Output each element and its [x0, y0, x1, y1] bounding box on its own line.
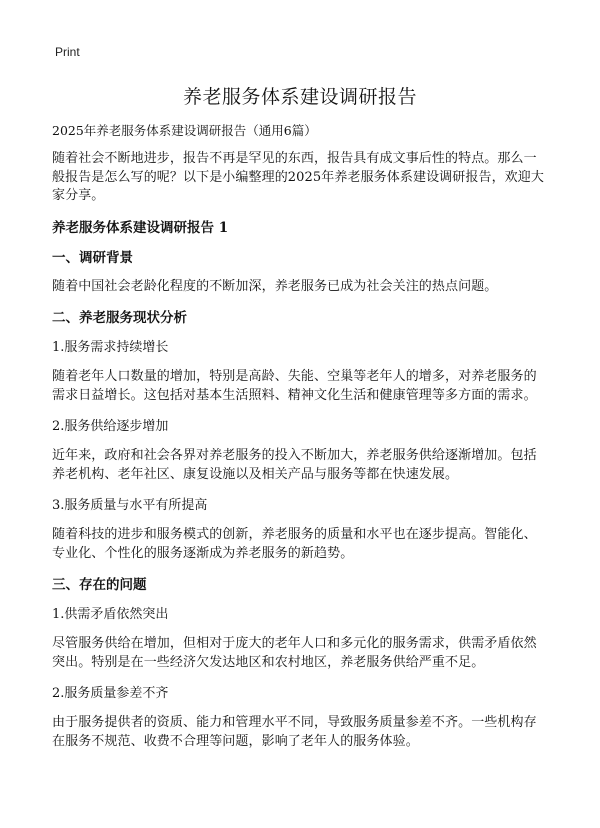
demand-growth-paragraph: 随着老年人口数量的增加，特别是高龄、失能、空巢等老年人的增多，对养老服务的需求日益增长。这包括对基本生活照料、精神文化生活和健康管理等多方面的需求。 — [52, 369, 537, 403]
background-paragraph: 随着中国社会老龄化程度的不断加深，养老服务已成为社会关注的热点问题。 — [52, 278, 498, 294]
document-title: 养老服务体系建设调研报告 — [182, 86, 417, 108]
supply-increase-paragraph: 近年来，政府和社会各界对养老服务的投入不断加大，养老服务供给逐渐增加。包括养老机构、老年社区、康复设施以及相关产品与服务等都在快速发展。 — [52, 448, 537, 482]
report-heading: 养老服务体系建设调研报告 1 — [52, 219, 229, 236]
section-heading-status: 二、养老服务现状分析 — [52, 310, 187, 326]
subheading-demand-growth: 1.服务需求持续增长 — [52, 340, 169, 355]
subheading-uneven-quality: 2.服务质量参差不齐 — [52, 686, 169, 701]
subheading-supply-increase: 2.服务供给逐步增加 — [52, 419, 169, 434]
supply-demand-gap-paragraph: 尽管服务供给在增加，但相对于庞大的老年人口和多元化的服务需求，供需矛盾依然突出。特别是在一些经济欠发达地区和农村地区，养老服务供给严重不足。 — [52, 636, 537, 670]
section-heading-background: 一、调研背景 — [52, 249, 133, 266]
uneven-quality-paragraph: 由于服务提供者的资质、能力和管理水平不同，导致服务质量参差不齐。一些机构存在服务不规范、收费不合理等问题，影响了老年人的服务体验。 — [52, 715, 537, 749]
quality-improvement-paragraph: 随着科技的进步和服务模式的创新，养老服务的质量和水平也在逐步提高。智能化、专业化、个性化的服务逐渐成为养老服务的新趋势。 — [52, 527, 537, 561]
subheading-quality-improvement: 3.服务质量与水平有所提高 — [52, 498, 208, 513]
intro-paragraph: 随着社会不断地进步，报告不再是罕见的东西，报告具有成文事后性的特点。那么一般报告是怎么写的呢？以下是小编整理的2025年养老服务体系建设调研报告，欢迎大家分享。 — [52, 151, 544, 203]
subheading-supply-demand-gap: 1.供需矛盾依然突出 — [52, 607, 169, 622]
section-heading-problems: 三、存在的问题 — [52, 577, 147, 593]
print-label[interactable]: Print — [55, 45, 80, 59]
document-subtitle: 2025年养老服务体系建设调研报告（通用6篇） — [52, 123, 317, 138]
